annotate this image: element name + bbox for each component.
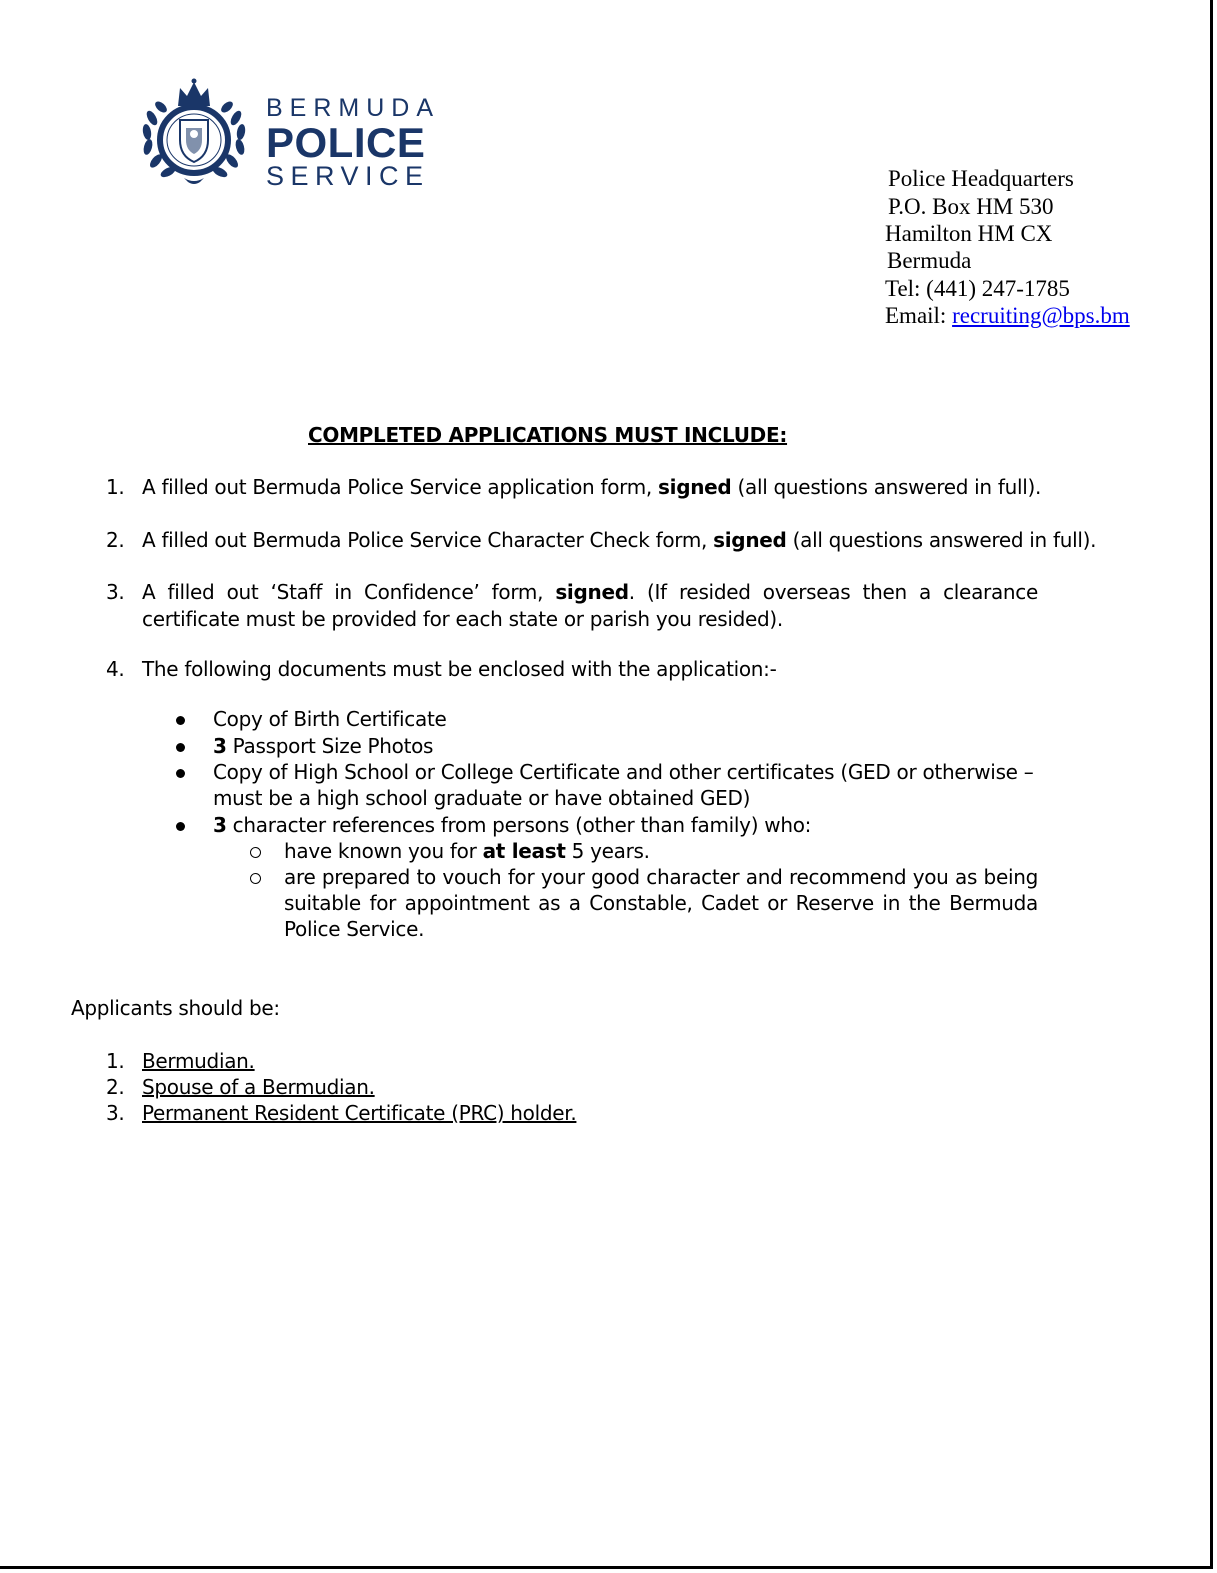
applicant-number: 2. bbox=[106, 1075, 125, 1099]
address-line-3: Hamilton HM CX bbox=[885, 221, 1053, 246]
applicant-item: Permanent Resident Certificate (PRC) holder. bbox=[142, 1101, 577, 1125]
reference-item: are prepared to vouch for your good character and recommend you as being bbox=[284, 865, 1038, 889]
requirement-text: (all questions answered in full). bbox=[731, 475, 1042, 499]
requirement-text: (all questions answered in full). bbox=[786, 528, 1097, 552]
document-item: Copy of Birth Certificate bbox=[213, 707, 447, 731]
reference-item-continued: suitable for appointment as a Constable, Cadet or Reserve in the Bermuda bbox=[284, 891, 1038, 915]
requirement-text-continued: certificate must be provided for each state or parish you resided). bbox=[142, 607, 783, 631]
requirement-text: . (If resided overseas then a clearance bbox=[628, 580, 1038, 604]
applicant-item: Spouse of a Bermudian. bbox=[142, 1075, 375, 1099]
logo-line-police: POLICE bbox=[266, 119, 426, 166]
bullet-icon bbox=[176, 822, 185, 831]
requirement-number: 1. bbox=[106, 475, 125, 499]
requirement-text: A filled out ‘Staff in Confidence’ form, bbox=[142, 580, 556, 604]
reference-text: have known you for bbox=[284, 839, 483, 863]
document-item bbox=[213, 813, 811, 837]
police-crest-emblem-icon bbox=[138, 78, 250, 186]
reference-bold: at least bbox=[482, 839, 566, 863]
email-label: Email: bbox=[885, 303, 947, 328]
requirement-number: 3. bbox=[106, 580, 125, 604]
requirement-item bbox=[142, 580, 1038, 604]
circle-bullet-icon bbox=[250, 873, 261, 884]
reference-item bbox=[284, 839, 650, 863]
applicants-intro: Applicants should be: bbox=[71, 996, 280, 1020]
logo-line-service: SERVICE bbox=[266, 161, 430, 191]
document-text: character references from persons (other than family) who: bbox=[226, 813, 812, 837]
reference-text: 5 years. bbox=[565, 839, 650, 863]
email-link[interactable]: recruiting@bps.bm bbox=[952, 303, 1130, 328]
requirement-number: 4. bbox=[106, 657, 125, 681]
document-item-continued: must be a high school graduate or have obtained GED) bbox=[213, 786, 751, 810]
requirement-item: The following documents must be enclosed with the application:- bbox=[142, 657, 777, 681]
circle-bullet-icon bbox=[250, 847, 261, 858]
logo-wordmark bbox=[266, 96, 440, 190]
address-email-row bbox=[885, 303, 1130, 329]
applicant-number: 3. bbox=[106, 1101, 125, 1125]
section-heading: COMPLETED APPLICATIONS MUST INCLUDE: bbox=[308, 423, 788, 447]
requirement-bold: signed bbox=[658, 475, 732, 499]
document-text: Passport Size Photos bbox=[226, 734, 434, 758]
address-line-1: Police Headquarters bbox=[888, 166, 1074, 191]
bullet-icon bbox=[176, 716, 185, 725]
document-bold: 3 bbox=[213, 813, 227, 837]
requirement-number: 2. bbox=[106, 528, 125, 552]
address-line-4: Bermuda bbox=[887, 248, 972, 273]
document-item: Copy of High School or College Certificate and other certificates (GED or otherwise – bbox=[213, 760, 1034, 784]
document-bold: 3 bbox=[213, 734, 227, 758]
document-item bbox=[213, 734, 433, 758]
requirement-text: A filled out Bermuda Police Service Character Check form, bbox=[142, 528, 714, 552]
requirement-item bbox=[142, 475, 1041, 499]
bullet-icon bbox=[176, 769, 185, 778]
address-phone: Tel: (441) 247-1785 bbox=[885, 276, 1070, 301]
applicant-number: 1. bbox=[106, 1049, 125, 1073]
bullet-icon bbox=[176, 743, 185, 752]
requirement-text: A filled out Bermuda Police Service application form, bbox=[142, 475, 659, 499]
reference-item-continued: Police Service. bbox=[284, 917, 425, 941]
logo-line-bermuda: BERMUDA bbox=[266, 94, 441, 122]
requirement-bold: signed bbox=[713, 528, 787, 552]
requirement-bold: signed bbox=[555, 580, 629, 604]
applicant-item: Bermudian. bbox=[142, 1049, 255, 1073]
address-line-2: P.O. Box HM 530 bbox=[888, 194, 1054, 219]
requirement-item bbox=[142, 528, 1096, 552]
